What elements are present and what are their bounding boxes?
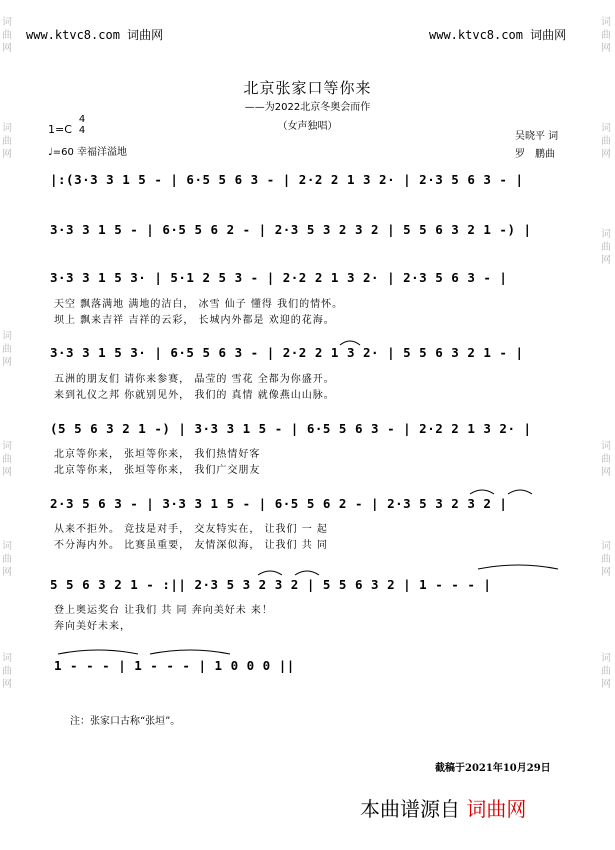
watermark-right-6: 词 曲 网 <box>601 653 611 690</box>
notation-system-6: 2·3 5 6 3 - | 3·3 3 1 5 - | 6·5 5 6 2 - | 2·3 5 3 2 3 2 | <box>50 496 508 511</box>
lyric-line-6a: 从来不拒外。 竞技是对手， 交友特实在， 让我们 一 起 <box>54 524 328 535</box>
lyric-line-4b: 来到礼仪之邦 你就别见外， 我们的 真情 就像燕山山脉。 <box>54 390 335 401</box>
watermark-left-1: 词 曲 网 <box>2 17 12 54</box>
lyric-line-7a: 登上奥运奖台 让我们 共 同 奔向美好未 来！ <box>54 605 273 616</box>
watermark-left-4: 词 曲 网 <box>2 441 12 478</box>
watermark-right-4: 词 曲 网 <box>601 441 611 478</box>
composer-credit: 罗 鹏曲 <box>515 149 555 160</box>
notation-system-5: (5 5 6 3 2 1 -) | 3·3 3 1 5 - | 6·5 5 6 3 - | 2·2 2 1 3 2· | <box>50 421 532 436</box>
notation-system-8: 1 - - - | 1 - - - | 1 0 0 0 || <box>54 658 295 673</box>
footnote: 注：张家口古称“张垣”。 <box>70 716 181 727</box>
time-signature: 4 4 <box>78 114 86 136</box>
source-banner[interactable] <box>360 793 526 822</box>
watermark-left-5: 词 曲 网 <box>2 541 12 578</box>
watermark-right-1: 词 曲 网 <box>601 17 611 54</box>
manuscript-date: 截稿于2021年10月29日 <box>435 763 551 774</box>
watermark-right-5: 词 曲 网 <box>601 541 611 578</box>
notation-system-1: |:(3·3 3 1 5 - | 6·5 5 6 3 - | 2·2 2 1 3 2· | 2·3 5 6 3 - | <box>50 172 524 187</box>
watermark-left-3: 词 曲 网 <box>2 331 12 368</box>
tempo-marking: ♩=60 幸福洋溢地 <box>48 147 127 158</box>
lyric-line-7b: 奔向美好未来， <box>54 621 131 632</box>
watermark-left-2: 词 曲 网 <box>2 123 12 160</box>
singer-note: （女声独唱） <box>277 121 338 132</box>
watermark-right-3: 词 曲 网 <box>601 229 611 266</box>
source-prefix: 本曲谱源自 <box>360 797 460 821</box>
lyric-line-3b: 坝上 飘来吉祥 吉祥的云彩， 长城内外都是 欢迎的花海。 <box>54 315 335 326</box>
song-title: 北京张家口等你来 <box>243 79 372 97</box>
lyric-line-6b: 不分海内外。 比赛虽重要， 友情深似海， 让我们 共 同 <box>54 540 328 551</box>
lyric-line-5a: 北京等你来， 张垣等你来， 我们热情好客 <box>54 449 261 460</box>
lyricist-credit: 吴晓平 词 <box>515 131 559 142</box>
key-signature: 1=C <box>48 123 72 136</box>
watermark-left-6: 词 曲 网 <box>2 653 12 690</box>
site-url-right[interactable]: www.ktvc8.com 词曲网 <box>429 28 567 42</box>
source-site-name[interactable]: 词曲网 <box>466 797 527 821</box>
lyric-line-5b: 北京等你来， 张垣等你来， 我们广交朋友 <box>54 465 261 476</box>
song-subtitle: ——为2022北京冬奥会而作 <box>244 102 371 113</box>
notation-system-7: 5 5 6 3 2 1 - :|| 2·3 5 3 2 3 2 | 5 5 6 3 2 | 1 - - - | <box>50 577 492 592</box>
site-url-left[interactable]: www.ktvc8.com 词曲网 <box>26 28 164 42</box>
notation-system-3: 3·3 3 1 5 3· | 5·1 2 5 3 - | 2·2 2 1 3 2· | 2·3 5 6 3 - | <box>50 270 508 285</box>
notation-system-2: 3·3 3 1 5 - | 6·5 5 6 2 - | 2·3 5 3 2 3 2 | 5 5 6 3 2 1 -) | <box>50 222 532 237</box>
lyric-line-3a: 天空 飘落满地 满地的洁白， 冰雪 仙子 懂得 我们的情怀。 <box>54 299 344 310</box>
lyric-line-4a: 五洲的朋友们 请你来参赛， 晶莹的 雪花 全都为你盛开。 <box>54 374 335 385</box>
notation-system-4: 3·3 3 1 5 3· | 6·5 5 6 3 - | 2·2 2 1 3 2· | 5 5 6 3 2 1 - | <box>50 345 524 360</box>
watermark-right-2: 词 曲 网 <box>601 123 611 160</box>
